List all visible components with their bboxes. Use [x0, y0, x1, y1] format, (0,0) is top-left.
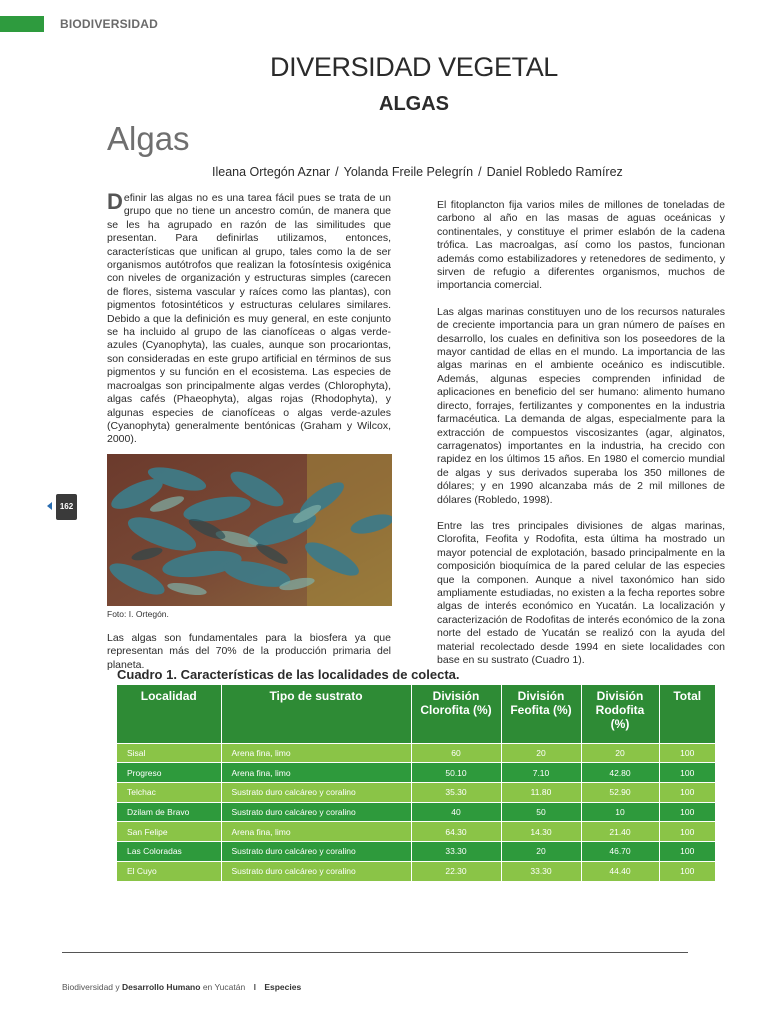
- author-separator: /: [478, 165, 482, 179]
- body-paragraph: Las algas marinas constituyen uno de los recursos naturales de creciente importancia para un gran número de países en desarrollo, los cuales en definitiva son los poseedores de la mayor cantidad de ellas en el mundo. La importancia de las algas marinas en el ambiente oceánico es indiscutible. Además, algunas especies comprenden infinidad de aplicaciones en beneficio del ser humano: alimento humano directo, forrajes, fertilizantes y componentes en la industria farmacéutica. La demanda de algas, especialmente para la extracción de compuestos viscosizantes (agar, alginatos, carragenatos) importantes en la industria, ha crecido con rapidez en los últimos 15 años. En 1980 el comercio mundial de algas y sus derivados superaba los 350 millones de dólares; y en 1990 alcanzaba más de 2 mil millones de dólares (Robledo, 1998).: [437, 305, 725, 506]
- table-cell: 52.90: [581, 782, 659, 802]
- table-cell: 7.10: [501, 763, 581, 783]
- table-cell: Telchac: [117, 782, 221, 802]
- table-cell: Sustrato duro calcáreo y coralino: [221, 841, 411, 861]
- table-cell: 40: [411, 802, 501, 822]
- table-cell: 42.80: [581, 763, 659, 783]
- photo-caption-text: Las algas son fundamentales para la biosfera ya que representan más del 70% de la producción primaria del planeta.: [107, 632, 391, 671]
- footer-divider: [62, 952, 688, 953]
- footer-text: Biodiversidad: [62, 982, 114, 992]
- table-header-row: [117, 685, 715, 743]
- table-cell: 44.40: [581, 861, 659, 881]
- intro-paragraph: [107, 189, 391, 447]
- table-cell: 22.30: [411, 861, 501, 881]
- column-header: Total: [659, 685, 715, 743]
- section-color-bar: [0, 16, 44, 32]
- table-cell: 35.30: [411, 782, 501, 802]
- table-cell: 14.30: [501, 822, 581, 842]
- running-footer: [62, 982, 301, 992]
- table-row: [117, 861, 715, 881]
- table-row: [117, 763, 715, 783]
- table-cell: 60: [411, 743, 501, 763]
- column-header: Tipo de sustrato: [221, 685, 411, 743]
- author-name: Yolanda Freile Pelegrín: [343, 165, 474, 179]
- footer-separator: I: [253, 982, 256, 992]
- table-cell: 20: [501, 841, 581, 861]
- table-cell: 33.30: [501, 861, 581, 881]
- column-header: División Rodofita (%): [581, 685, 659, 743]
- main-title: DIVERSIDAD VEGETAL: [270, 52, 558, 82]
- table-cell: 100: [659, 861, 715, 881]
- page-number-tab: 162: [56, 494, 77, 520]
- table-row: [117, 841, 715, 861]
- table-cell: Las Coloradas: [117, 841, 221, 861]
- table-cell: Sustrato duro calcáreo y coralino: [221, 861, 411, 881]
- column-header: Localidad: [117, 685, 221, 743]
- footer-text: y: [115, 982, 120, 992]
- table-cell: 100: [659, 743, 715, 763]
- left-column-text: [107, 189, 391, 460]
- table-cell: 50.10: [411, 763, 501, 783]
- algae-photo: [107, 454, 392, 606]
- column-header: División Feofita (%): [501, 685, 581, 743]
- photo-credit: Foto: I. Ortegón.: [107, 609, 169, 619]
- table-cell: 100: [659, 822, 715, 842]
- author-name: Daniel Robledo Ramírez: [486, 165, 623, 179]
- table-row: [117, 782, 715, 802]
- table-cell: Arena fina, limo: [221, 743, 411, 763]
- table-cell: San Felipe: [117, 822, 221, 842]
- table-cell: El Cuyo: [117, 861, 221, 881]
- algae-photo-image: [107, 454, 392, 606]
- table-cell: 46.70: [581, 841, 659, 861]
- table-cell: Arena fina, limo: [221, 822, 411, 842]
- table-cell: 21.40: [581, 822, 659, 842]
- table-cell: Sustrato duro calcáreo y coralino: [221, 782, 411, 802]
- table-cell: Dzilam de Bravo: [117, 802, 221, 822]
- table-cell: 20: [581, 743, 659, 763]
- article-title: Algas: [107, 120, 190, 157]
- table-cell: 10: [581, 802, 659, 822]
- sub-title: ALGAS: [379, 93, 449, 115]
- section-label: BIODIVERSIDAD: [60, 17, 158, 31]
- author-list: [212, 165, 623, 179]
- author-separator: /: [335, 165, 339, 179]
- footer-text: en Yucatán: [202, 982, 246, 992]
- table-cell: 100: [659, 841, 715, 861]
- right-column-text: [437, 199, 725, 680]
- footer-text: Especies: [264, 982, 302, 992]
- table-cell: Arena fina, limo: [221, 763, 411, 783]
- table-row: [117, 743, 715, 763]
- table-cell: 11.80: [501, 782, 581, 802]
- table-cell: 100: [659, 782, 715, 802]
- table-cell: 33.30: [411, 841, 501, 861]
- author-name: Ileana Ortegón Aznar: [212, 165, 331, 179]
- table-cell: Progreso: [117, 763, 221, 783]
- table-cell: 50: [501, 802, 581, 822]
- column-header: División Clorofita (%): [411, 685, 501, 743]
- page-arrow-icon[interactable]: [47, 502, 52, 510]
- footer-text: Desarrollo Humano: [122, 982, 201, 992]
- table-row: [117, 802, 715, 822]
- data-table: [117, 685, 715, 881]
- table-title: Cuadro 1. Características de las localidades de colecta.: [117, 667, 460, 682]
- intro-paragraph-text: efinir las algas no es una tarea fácil pues se trata de un grupo que no tiene un ancestro común, de manera que se les ha agrupado en razón de las similitudes que presentan. Para definirlas utilizamos, entonces, características que unifican al grupo, tales como la de ser organismos autótrofos que realizan la fotosíntesis oxigénica con niveles de organización y estructuras simples (carecen de flores, sistema vascular y raíces como las plantas), con pigmentos fotosintéticos y estructuras celulares similares. Debido a que la definición es muy general, en este conjunto se ha incluido al grupo de las cianofíceas o algas verde-azules (Cyanophyta), las cuales, aunque son procariontas, son consideradas en este grupo artificial en términos de sus pigmentos y su función en el ecosistema. Las especies de macroalgas son principalmente algas verdes (Chlorophyta), algas cafés (Phaeophyta), algas rojas (Rhodophyta), y algunas especies de cianofíceas o algas verde-azules (Cyanophyta) generalmente bentónicas (Graham y Wilcox, 2000).: [107, 192, 391, 446]
- table-cell: 64.30: [411, 822, 501, 842]
- drop-cap: D: [107, 189, 123, 214]
- table-cell: 100: [659, 763, 715, 783]
- body-paragraph: Entre las tres principales divisiones de algas marinas, Clorofita, Feofita y Rodofita, esta última ha mostrado un mayor potencial de explotación, basado principalmente en la composición bioquímica de la pared celular de las especies que la componen. Aunque a nivel taxonómico han sido ampliamente estudiadas, no existen a la fecha reportes sobre algas de interés económico en Yucatán. La localización y caracterización de Rodofitas de interés económico de la zona norte del estado de Yucatán se realizó con la ayuda del material recolectado desde 1994 en siete localidades con base en su sustrato (Cuadro 1).: [437, 519, 725, 666]
- body-paragraph: El fitoplancton fija varios miles de millones de toneladas de carbono al año en las masas de aguas oceánicas y continentales, y constituye el primer eslabón de la cadena trófica. Las macroalgas, así como los pastos, funcionan además como estabilizadores y retenedores de sedimento, y sirven de refugio a diferentes organismos, muchos de importancia comercial.: [437, 199, 725, 292]
- table-cell: Sustrato duro calcáreo y coralino: [221, 802, 411, 822]
- table-cell: 20: [501, 743, 581, 763]
- table-row: [117, 822, 715, 842]
- table-cell: 100: [659, 802, 715, 822]
- table-cell: Sisal: [117, 743, 221, 763]
